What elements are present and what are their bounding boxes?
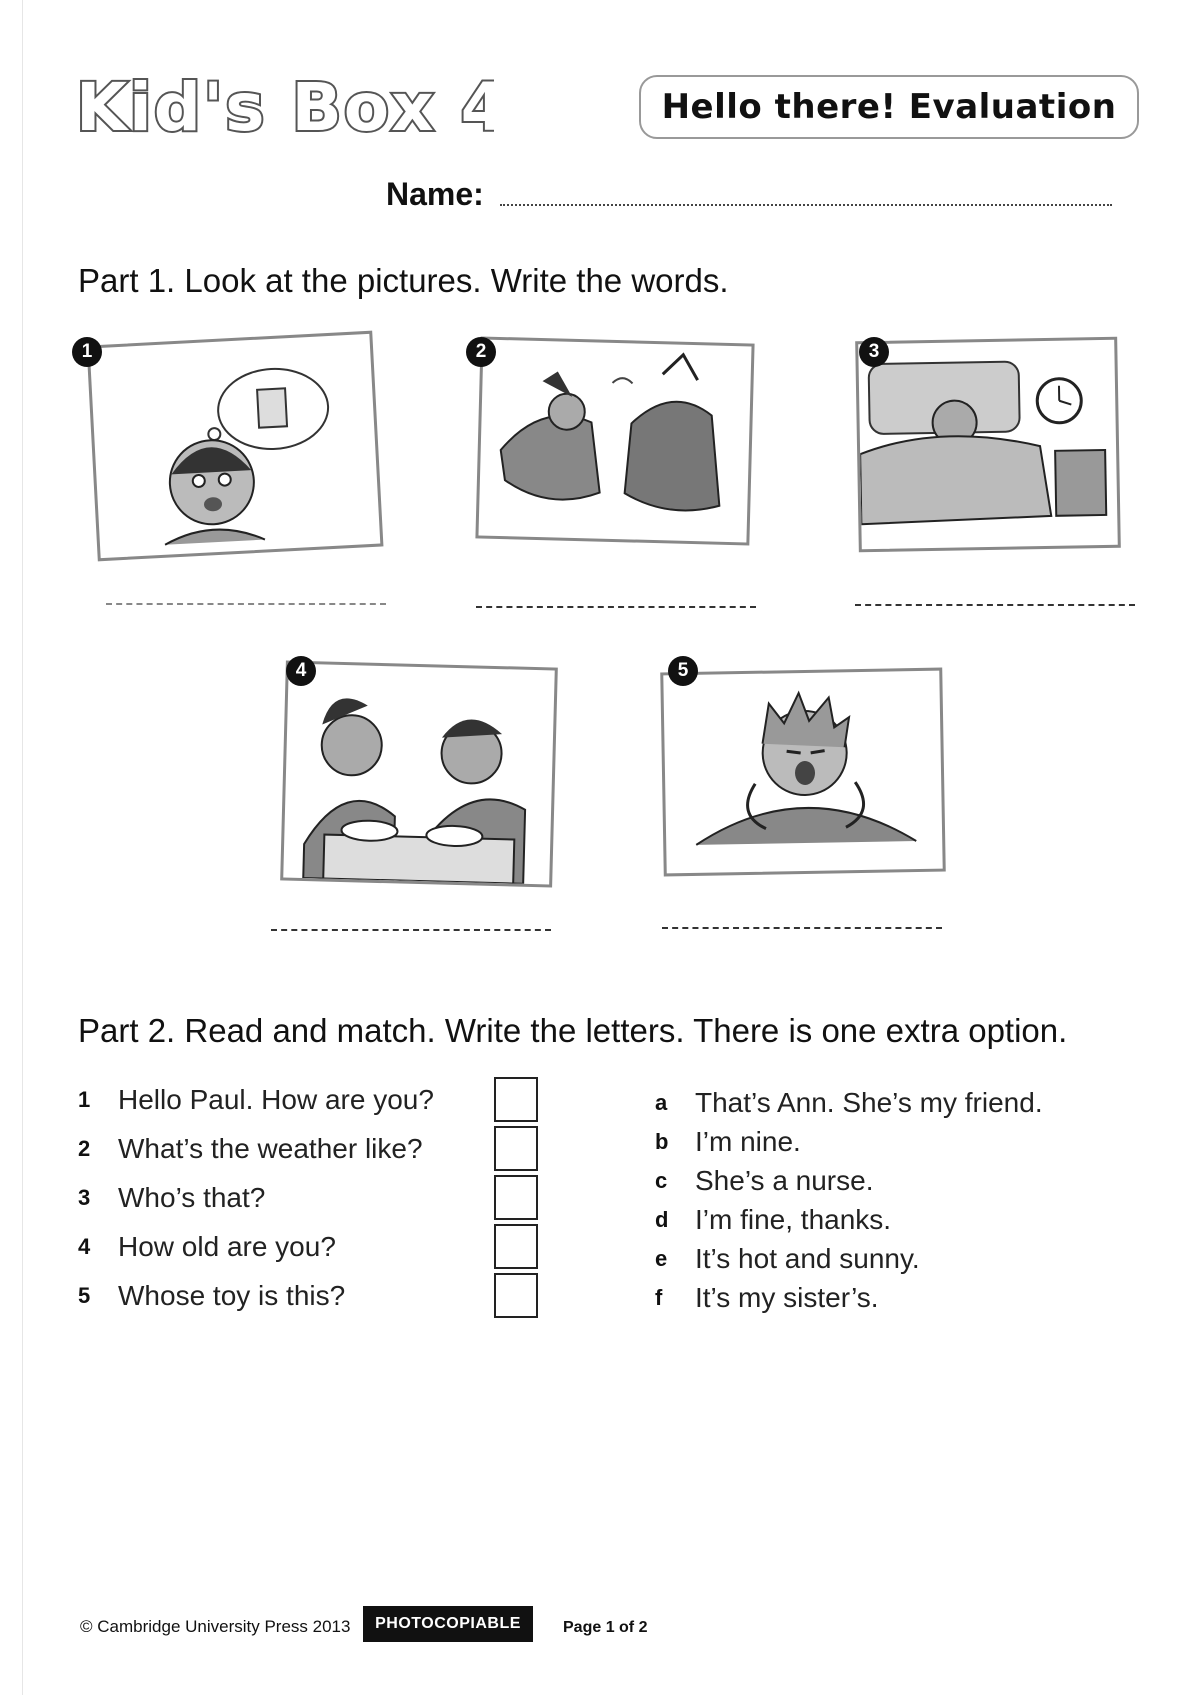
question-5 <box>78 1276 498 1316</box>
option-letter: f <box>655 1285 663 1310</box>
picture-1-thirsty <box>87 331 384 562</box>
picture-2-dancing <box>475 336 754 545</box>
picture-4-hungry <box>280 660 558 887</box>
copyright-notice: © Cambridge University Press 2013 <box>80 1617 351 1636</box>
photocopiable-badge: PHOTOCOPIABLE <box>363 1606 533 1642</box>
answer-box-5[interactable] <box>494 1273 538 1318</box>
answer-option-b <box>655 1123 801 1161</box>
page-margin-line <box>22 0 23 1695</box>
svg-text:Kid's Box 4: Kid's Box 4 <box>76 69 494 146</box>
option-letter: e <box>655 1246 668 1271</box>
answer-option-d <box>655 1201 891 1239</box>
answer-box-1[interactable] <box>494 1077 538 1122</box>
answer-line-2[interactable] <box>476 606 756 608</box>
question-number: 3 <box>78 1185 91 1210</box>
name-input-line[interactable] <box>500 204 1112 206</box>
picture-3-number: 3 <box>859 337 889 367</box>
answer-box-2[interactable] <box>494 1126 538 1171</box>
question-3 <box>78 1178 498 1218</box>
answer-line-4[interactable] <box>271 929 551 931</box>
option-text: I’m nine. <box>695 1126 801 1157</box>
question-text: Whose toy is this? <box>118 1280 346 1311</box>
option-text: I’m fine, thanks. <box>695 1204 892 1235</box>
option-text: It’s my sister’s. <box>695 1282 879 1313</box>
picture-4-number: 4 <box>286 656 316 686</box>
option-letter: b <box>655 1129 669 1154</box>
picture-2-number: 2 <box>466 337 496 367</box>
question-text: How old are you? <box>118 1231 336 1262</box>
picture-5-bored <box>660 668 946 877</box>
answer-line-1[interactable] <box>106 603 386 605</box>
question-number: 4 <box>78 1234 91 1259</box>
part1-heading: Part 1. Look at the pictures. Write the words. <box>78 262 729 299</box>
answer-option-a <box>655 1084 1043 1122</box>
picture-5-number: 5 <box>668 656 698 686</box>
answer-box-4[interactable] <box>494 1224 538 1269</box>
option-text: It’s hot and sunny. <box>695 1243 920 1274</box>
question-number: 5 <box>78 1283 91 1308</box>
option-letter: d <box>655 1207 669 1232</box>
question-number: 2 <box>78 1136 91 1161</box>
question-2 <box>78 1129 498 1169</box>
option-letter: a <box>655 1090 668 1115</box>
answer-option-f <box>655 1279 879 1317</box>
option-text: She’s a nurse. <box>695 1165 874 1196</box>
picture-1-number: 1 <box>72 337 102 367</box>
question-1 <box>78 1080 498 1120</box>
kids-box-logo <box>74 62 494 152</box>
page-number: Page 1 of 2 <box>563 1619 648 1636</box>
answer-line-5[interactable] <box>662 927 942 929</box>
answer-option-e <box>655 1240 920 1278</box>
answer-line-3[interactable] <box>855 604 1135 606</box>
picture-3-tired <box>855 337 1121 553</box>
question-text: What’s the weather like? <box>118 1133 423 1164</box>
question-text: Hello Paul. How are you? <box>118 1084 434 1115</box>
question-number: 1 <box>78 1087 91 1112</box>
option-letter: c <box>655 1168 668 1193</box>
answer-box-3[interactable] <box>494 1175 538 1220</box>
question-text: Who’s that? <box>118 1182 266 1213</box>
answer-option-c <box>655 1162 874 1200</box>
evaluation-title: Hello there! Evaluation <box>639 75 1139 139</box>
option-text: That’s Ann. She’s my friend. <box>695 1087 1043 1118</box>
part2-heading: Part 2. Read and match. Write the letters. There is one extra option. <box>78 1012 1068 1049</box>
question-4 <box>78 1227 498 1267</box>
name-label: Name: <box>386 176 484 212</box>
